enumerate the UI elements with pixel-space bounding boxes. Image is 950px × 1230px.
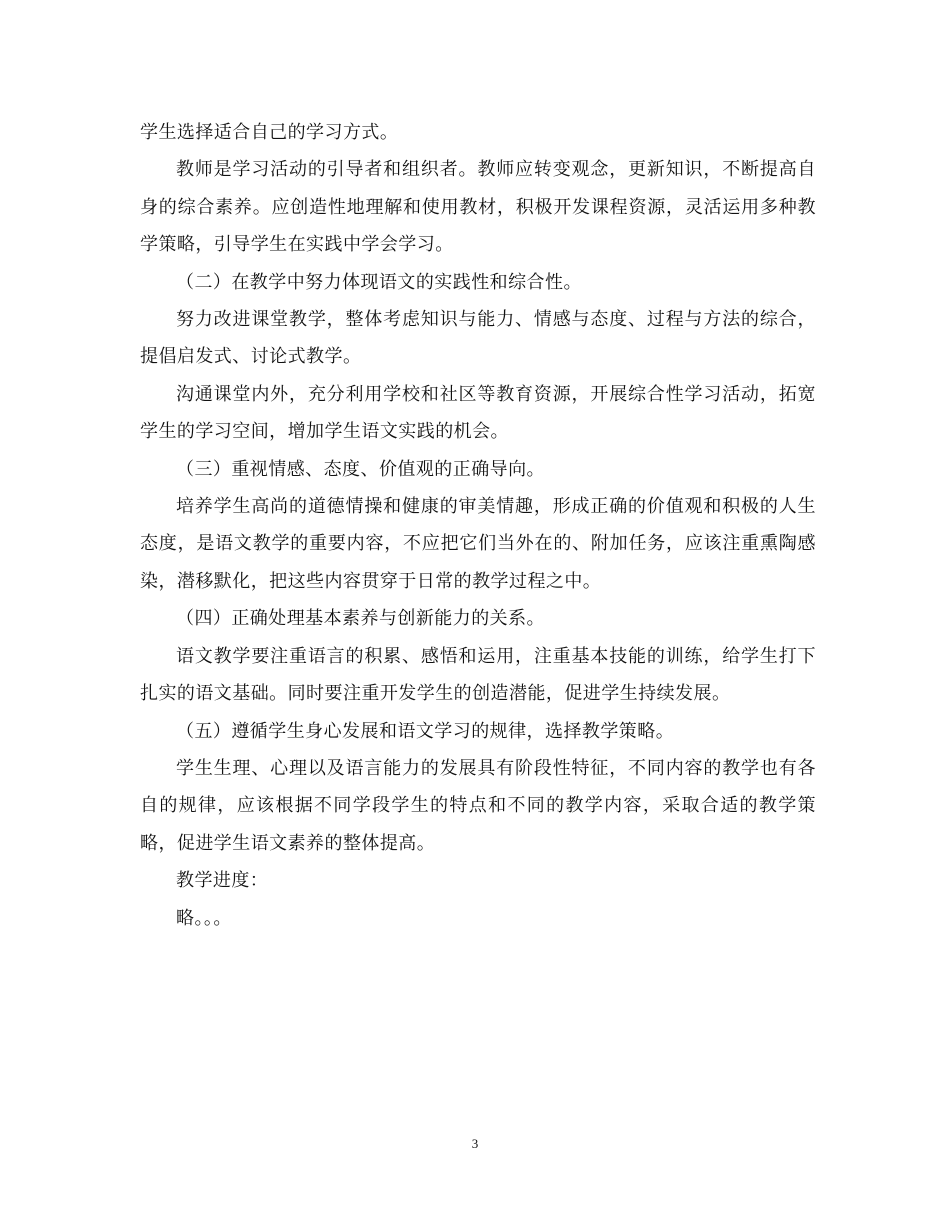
paragraph-basic-skills: 语文教学要注重语言的积累、感悟和运用，注重基本技能的训练，给学生打下扎实的语文基础。同时要注重开发学生的创造潜能，促进学生持续发展。 (140, 645, 816, 705)
section-heading-5: （五）遵循学生身心发展和语文学习的规律，选择教学策略。 (176, 720, 675, 742)
section-heading-2: （二）在教学中努力体现语文的实践性和综合性。 (176, 271, 582, 293)
teaching-progress-value: 略。。。 (176, 907, 232, 929)
section-heading-4: （四）正确处理基本素养与创新能力的关系。 (176, 608, 545, 630)
section-heading-3: （三）重视情感、态度、价值观的正确导向。 (176, 458, 545, 480)
document-body (140, 114, 816, 937)
paragraph-teacher-role: 教师是学习活动的引导者和组织者。教师应转变观念，更新知识，不断提高自身的综合素养。应创造性地理解和使用教材，积极开发课程资源，灵活运用多种教学策略，引导学生在实践中学会学习。 (140, 159, 816, 256)
page-number: 3 (471, 1136, 479, 1151)
teaching-progress-label: 教学进度： (176, 870, 269, 892)
paragraph-resource-use: 沟通课堂内外，充分利用学校和社区等教育资源，开展综合性学习活动，拓宽学生的学习空间，增加学生语文实践的机会。 (140, 383, 816, 443)
paragraph-continuation: 学生选择适合自己的学习方式。 (140, 122, 399, 143)
paragraph-learning-stages: 学生生理、心理以及语言能力的发展具有阶段性特征，不同内容的教学也有各自的规律，应该根据不同学段学生的特点和不同的教学内容，采取合适的教学策略，促进学生语文素养的整体提高。 (140, 757, 816, 854)
paragraph-classroom-improvement: 努力改进课堂教学，整体考虑知识与能力、情感与态度、过程与方法的综合，提倡启发式、讨论式教学。 (140, 309, 816, 368)
paragraph-values-guidance: 培养学生高尚的道德情操和健康的审美情趣，形成正确的价值观和积极的人生态度，是语文教学的重要内容，不应把它们当外在的、附加任务，应该注重熏陶感染，潜移默化，把这些内容贯穿于日常的教学过程之中。 (140, 496, 816, 592)
